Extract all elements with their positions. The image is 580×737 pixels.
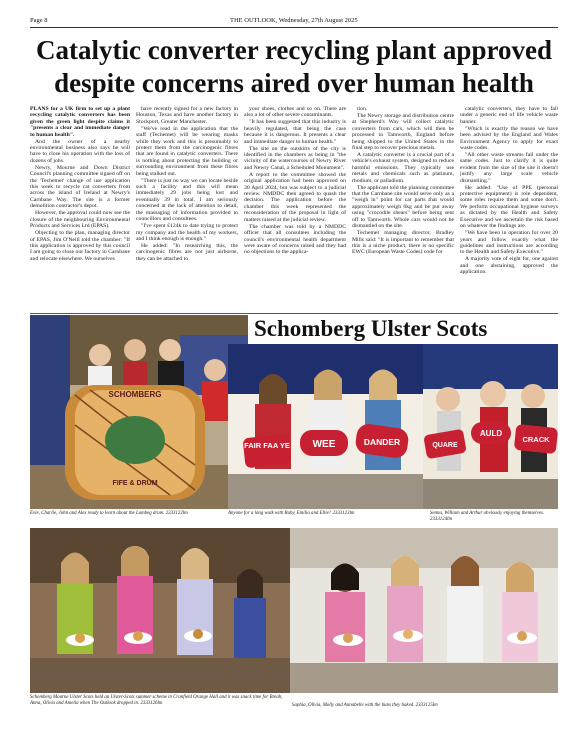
photo-caption-3: Senna, William and Arthur obviously enjoying themselves. 2333124lm xyxy=(430,511,545,522)
article-paragraph: Techemet managing director, Bradley Mills said: "It is important to remember that this is a niche product, there is no specific EWC (European Waste Codes) code for xyxy=(352,230,454,256)
article-paragraph: "Which is exactly the reason we have been advised by the England and Wales Environment Agency to apply for exact waste codes. xyxy=(460,125,558,152)
photo-boys-signs xyxy=(423,344,558,509)
article-paragraph: A report to the committee showed the original application had been approved on 30 April 2024, but was subject to a judicial review. NMDDC then agreed to quash the decision. The application before the chamber this week represented the reconsideration of the proposal in light of matters raised at the judicial review. xyxy=(244,171,346,223)
article-headline: Catalytic converter recycling plant approved despite concerns aired over human health xyxy=(36,35,552,98)
article-column-1 xyxy=(30,106,130,312)
photo-buns xyxy=(290,528,558,693)
article-paragraph: The chamber was told by a NMDDC officer that all consultees including the council's environmental health department were aware of concerns raised and they had no objections to the applica- xyxy=(244,223,346,256)
article-paragraph: The Newry storage and distribution centre at Shepherd's Way will collect catalytic converters from cars, which will then be processed in Tamworth, England before being shipped to the United States in the final step to recover precious metals. xyxy=(352,113,454,152)
sign-text-2: WEE xyxy=(312,439,336,450)
article-paragraph: Objecting to the plan, managing director of EPAS, Jim O'Neill told the chamber: "If this application is approved by this council I am going to close our factory in Carnbane and relocate elsewhere. We ourselves xyxy=(30,230,130,262)
sign-text-4: QUARE xyxy=(432,442,458,449)
photo-caption-1: Evie, Charlie, John and Alex ready to learn about the Lambeg drum. 2333122lm xyxy=(30,511,188,516)
drum-text: SCHOMBERG xyxy=(108,390,162,399)
page-number: Page 8 xyxy=(30,17,48,24)
article-paragraph: The site on the outskirts of the city is identified in the chambers as being in "the vicinity of the watercourses of Newry River and Newry Canal, a Scheduled Monument". xyxy=(244,145,346,171)
article-paragraph: your shoes, clothes and so on. There are also a lot of other severe contaminants. xyxy=(244,106,346,119)
article-paragraph: He added: "In researching this, the carcinogenic fibres are not just airborne, they can be attached to xyxy=(136,242,238,262)
article-column-5 xyxy=(460,106,558,312)
photo-girls-signs xyxy=(228,344,423,509)
header-divider xyxy=(30,27,558,28)
photo-caption-5: Sophia, Olivia, Molly and Annabelle with the buns they baked. 2333125lm xyxy=(292,703,438,708)
article-paragraph: However, the approval could now see the closure of the neighbouring Environmental Products and Services Ltd (EPAS). xyxy=(30,210,130,230)
sign-text-3: DANDER xyxy=(363,437,401,447)
feature-headline: Schomberg Ulster Scots xyxy=(254,316,488,341)
article-paragraph: "I've spent £124k to date trying to protect my company and the health of my workers, and I think enough is enough." xyxy=(136,223,238,242)
article-paragraph: Newry, Mourne and Down District Council's planning committee signed off on the 'Techemet' change of use application this week to recycle cat converters from across the island of Ireland at Newry's Carnbane Way. The site is a former demolition contractor's depot. xyxy=(30,164,130,210)
photo-caption-2: Anyone for a long walk with Ruby, Emilia and Ellie? 2333123lm xyxy=(228,511,355,516)
article-paragraph: catalytic converters, they have to fall under a generic end of life vehicle waste banner. xyxy=(460,106,558,125)
article-paragraph: have recently signed for a new factory in Houston, Texas and have another factory in Stockport, Greater Manchester. xyxy=(136,106,238,125)
drum-text-2: FIFE & DRUM xyxy=(112,480,158,487)
article-paragraph: "We have been in operation for over 20 years and follow exactly what the guidelines and instructions are according to the Health and Safety Executive." xyxy=(460,230,558,256)
article-column-3 xyxy=(244,106,346,312)
article-body xyxy=(30,106,558,312)
article-paragraph: The applicant told the planning committee that the Carnbane site would serve only as a "weigh in" point for car parts that would approximately weigh 6kg and be put away using "crocodile shears" before being sent off to Tamworth. Whole cars would not be dismantled on the site. xyxy=(352,184,454,230)
article-paragraph: tion. xyxy=(357,106,368,112)
photo-caption-4: Schomberg Mourne Ulster Scots held an Ulster-Scots summer scheme in Cranfield Orange Hall and it was snack time for Breah, Anna, Olivia and Amelia when The Outlook dropped in. 2333126lm xyxy=(30,695,283,706)
article-column-2 xyxy=(136,106,238,312)
sign-text-6: CRACK xyxy=(522,435,550,444)
photo-snack-time xyxy=(30,528,290,693)
article-paragraph: "We've read in the application that the staff (Techemet) will be wearing masks while they work and this is presumably to protect them from the carcinogenic fibres that are found in catalytic converters. There is nothing about protecting the building or surrounding environment from these fibres being stalked out. xyxy=(136,125,238,177)
photo-lambeg-drum xyxy=(30,315,248,509)
article-paragraph: A catalytic converter is a crucial part of a vehicle's exhaust system, designed to reduce harmful emissions. They typically use metals and chemicals such as platinum, rhodium, or palladium. xyxy=(352,152,454,184)
article-paragraph: "All other waste streams fall under the same codes. Just to clarify it is quite evident from the size of the site it doesn't justify any large scale vehicle dismantling." xyxy=(460,152,558,184)
sign-text-1: FAIR FAA YE xyxy=(244,441,290,450)
article-paragraph: He added: "Use of PPE (personal protective equipment) is role dependent, some roles require them and some don't. We perform occupational hygiene surveys as dictated by the Health and Safety Executive and we ascertain the risk based on whatever the findings are. xyxy=(460,184,558,230)
sign-text-5: AULD xyxy=(479,429,503,438)
article-paragraph: And the owner of a nearby environmental business also says he will have to close his operation with the loss of dozens of jobs. xyxy=(30,138,130,164)
article-paragraph: "It has been suggested that this industry is heavily regulated, that being the case because it is dangerous. It presents a clear and immediate danger to human health." xyxy=(244,119,346,145)
article-paragraph: "There is just no way we can locate beside such a facility and this will mean immediately 29 jobs being lost and eventually 39 in total. I am seriously concerned at the lack of attention to detail, the massaging of information provided to councillors and consultees. xyxy=(136,177,238,223)
section-divider xyxy=(30,313,558,314)
article-paragraph: A majority vote of eight for, one against and one abstaining, approved the application. xyxy=(460,256,558,276)
masthead: THE OUTLOOK, Wednesday, 27th August 2025 xyxy=(230,17,358,24)
article-column-4 xyxy=(352,106,454,312)
article-paragraph: PLANS for a UK firm to set up a plant recycling catalytic converters has been given the green light despite claims it "presents a clear and immediate danger to human health". xyxy=(30,106,130,138)
